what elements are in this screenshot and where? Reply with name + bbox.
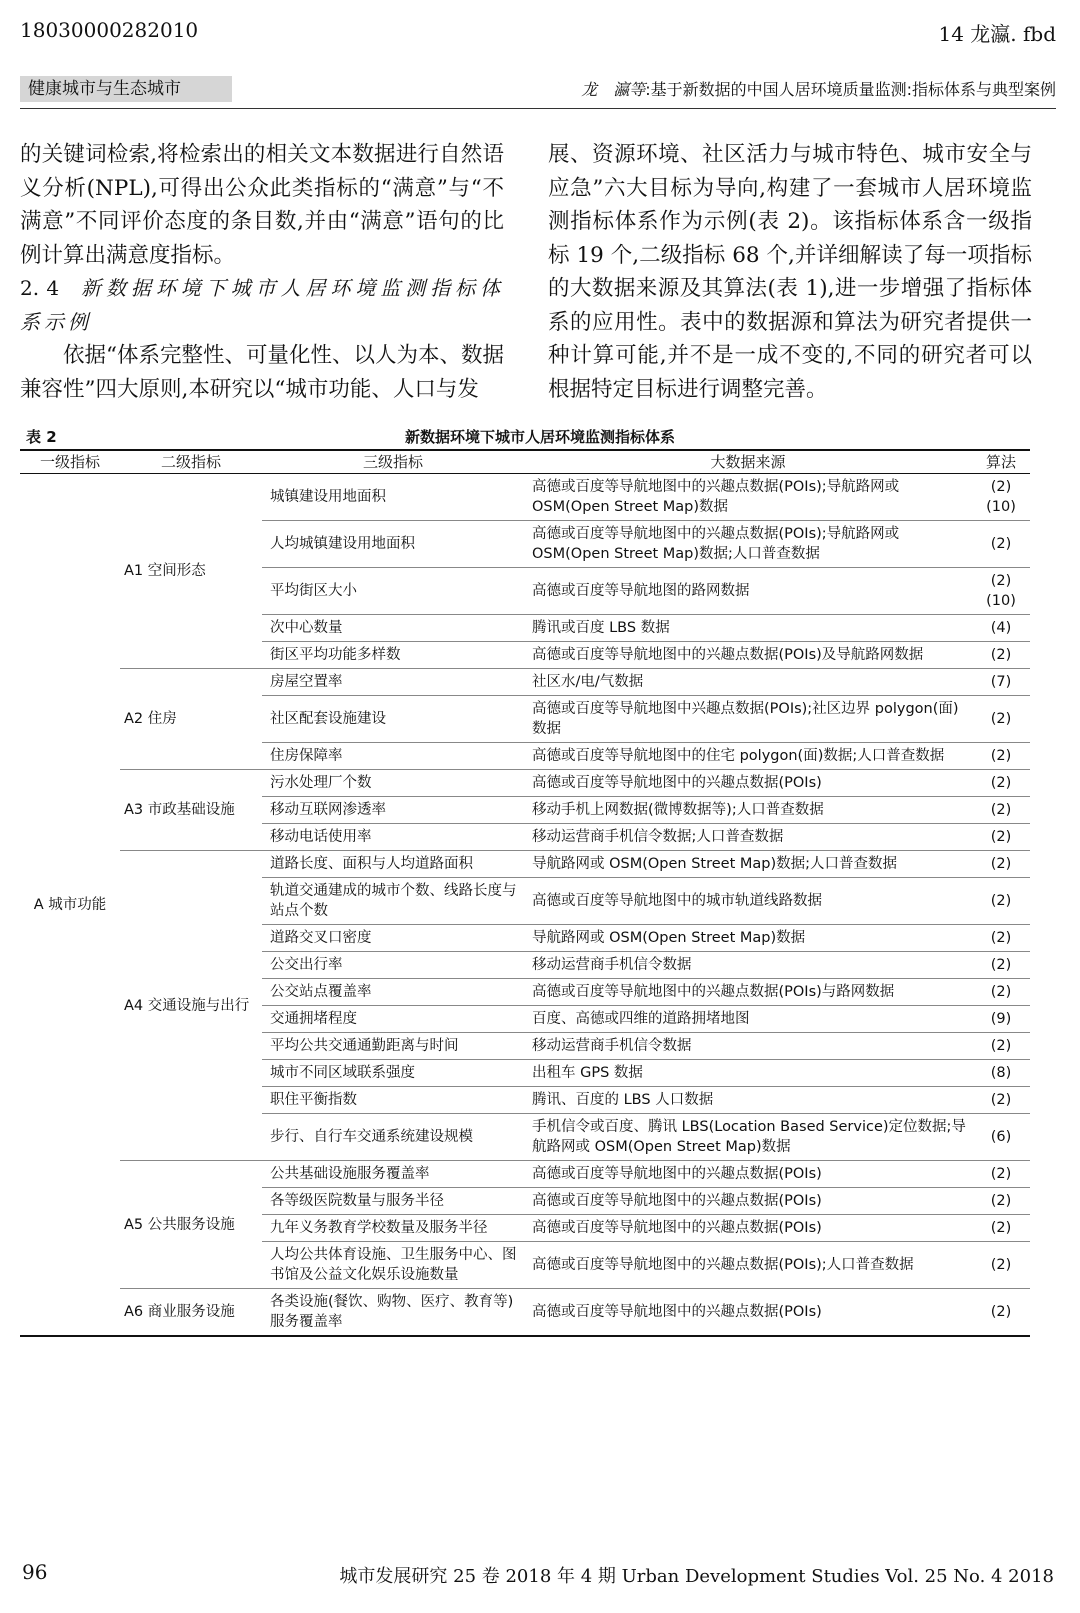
algorithm-cell: (8)	[972, 1060, 1030, 1087]
level3-cell: 社区配套设施建设	[262, 696, 524, 743]
algorithm-cell: (2)	[972, 1188, 1030, 1215]
algorithm-cell: (9)	[972, 1006, 1030, 1033]
right-column	[548, 138, 1032, 406]
article-authors: 龙 瀛等	[581, 80, 646, 99]
table-label: 表 2	[26, 428, 57, 446]
algorithm-cell: (6)	[972, 1114, 1030, 1161]
source-cell: 高德或百度等导航地图中的兴趣点数据(POIs);人口普查数据	[524, 1242, 972, 1289]
source-cell: 高德或百度等导航地图中的兴趣点数据(POIs)	[524, 1188, 972, 1215]
header-level1: 一级指标	[20, 450, 120, 474]
level3-cell: 道路交叉口密度	[262, 925, 524, 952]
level3-cell: 移动互联网渗透率	[262, 797, 524, 824]
source-cell: 高德或百度等导航地图中的住宅 polygon(面)数据;人口普查数据	[524, 743, 972, 770]
algorithm-cell: (2)	[972, 952, 1030, 979]
header-rule	[20, 108, 1056, 109]
algorithm-cell: (2)	[972, 824, 1030, 851]
algorithm-cell: (2)	[972, 521, 1030, 568]
left-column	[20, 138, 504, 406]
level3-cell: 步行、自行车交通系统建设规模	[262, 1114, 524, 1161]
algorithm-cell: (2)	[972, 1242, 1030, 1289]
source-cell: 高德或百度等导航地图中的兴趣点数据(POIs)	[524, 770, 972, 797]
level3-cell: 交通拥堵程度	[262, 1006, 524, 1033]
running-head	[20, 76, 1056, 104]
algorithm-cell: (2)	[972, 925, 1030, 952]
level2-cell: A6 商业服务设施	[120, 1289, 262, 1337]
level2-cell: A5 公共服务设施	[120, 1161, 262, 1289]
level1-cell: A 城市功能	[20, 474, 120, 1337]
table-title: 新数据环境下城市人居环境监测指标体系	[404, 428, 675, 446]
algorithm-cell: (2)	[972, 1161, 1030, 1188]
level3-cell: 次中心数量	[262, 615, 524, 642]
algorithm-cell: (2)	[972, 1033, 1030, 1060]
table-header-row	[20, 450, 1030, 474]
algorithm-cell: (2)	[972, 797, 1030, 824]
algorithm-cell: (2)	[972, 979, 1030, 1006]
level3-cell: 各等级医院数量与服务半径	[262, 1188, 524, 1215]
paragraph: 的关键词检索,将检索出的相关文本数据进行自然语义分析(NPL),可得出公众此类指标的“满意”与“不满意”不同评价态度的条目数,并由“满意”语句的比例计算出满意度指标。	[20, 142, 504, 268]
indicator-table	[20, 449, 1030, 1337]
article-title-text: :基于新数据的中国人居环境质量监测:指标体系与典型案例	[645, 80, 1056, 99]
algorithm-cell: (2)	[972, 878, 1030, 925]
algorithm-cell: (7)	[972, 669, 1030, 696]
table-row	[20, 669, 1030, 696]
source-cell: 高德或百度等导航地图中兴趣点数据(POIs);社区边界 polygon(面)数据	[524, 696, 972, 743]
algorithm-cell: (2)	[972, 743, 1030, 770]
algorithm-cell: (2)	[972, 696, 1030, 743]
level3-cell: 公共基础设施服务覆盖率	[262, 1161, 524, 1188]
level2-cell: A4 交通设施与出行	[120, 851, 262, 1161]
source-cell: 移动运营商手机信令数据	[524, 1033, 972, 1060]
source-cell: 高德或百度等导航地图中的城市轨道线路数据	[524, 878, 972, 925]
level3-cell: 公交站点覆盖率	[262, 979, 524, 1006]
source-cell: 高德或百度等导航地图中的兴趣点数据(POIs);导航路网或 OSM(Open Street Map)数据;人口普查数据	[524, 521, 972, 568]
level3-cell: 城镇建设用地面积	[262, 474, 524, 521]
source-cell: 移动运营商手机信令数据	[524, 952, 972, 979]
header-level3: 三级指标	[262, 450, 524, 474]
file-name: 14 龙瀛. fbd	[938, 22, 1056, 46]
level3-cell: 街区平均功能多样数	[262, 642, 524, 669]
level3-cell: 城市不同区域联系强度	[262, 1060, 524, 1087]
level3-cell: 移动电话使用率	[262, 824, 524, 851]
level3-cell: 平均街区大小	[262, 568, 524, 615]
level3-cell: 人均城镇建设用地面积	[262, 521, 524, 568]
level3-cell: 道路长度、面积与人均道路面积	[262, 851, 524, 878]
algorithm-cell: (2)	[972, 1215, 1030, 1242]
table-row	[20, 851, 1030, 878]
header-algorithm: 算法	[972, 450, 1030, 474]
journal-footer: 城市发展研究 25 卷 2018 年 4 期 Urban Development Studies Vol. 25 No. 4 2018	[339, 1566, 1054, 1587]
level3-cell: 各类设施(餐饮、购物、医疗、教育等)服务覆盖率	[262, 1289, 524, 1337]
source-cell: 手机信令或百度、腾讯 LBS(Location Based Service)定位数据;导航路网或 OSM(Open Street Map)数据	[524, 1114, 972, 1161]
algorithm-cell: (2)	[972, 642, 1030, 669]
header-level2: 二级指标	[120, 450, 262, 474]
source-cell: 移动运营商手机信令数据;人口普查数据	[524, 824, 972, 851]
algorithm-cell: (2)(10)	[972, 568, 1030, 615]
source-cell: 腾讯、百度的 LBS 人口数据	[524, 1087, 972, 1114]
section-title: 新数据环境下城市人居环境监测指标体系示例	[20, 276, 505, 334]
paragraph: 展、资源环境、社区活力与城市特色、城市安全与应急”六大目标为导向,构建了一套城市人居环境监测指标体系作为示例(表 2)。该指标体系含一级指标 19 个,二级指标 68 个,并详细解读了每一项指标的大数据来源及其算法(表 1),进一步增强了指标体系的应用性。表中的数据源和算法为研究者提供一种计算可能,并不是一成不变的,不同的研究者可以根据特定目标进行调整完善。	[548, 142, 1032, 402]
table-row	[20, 474, 1030, 521]
level2-cell: A2 住房	[120, 669, 262, 770]
table-row	[20, 770, 1030, 797]
section-label: 健康城市与生态城市	[20, 76, 232, 102]
table-row	[20, 1161, 1030, 1188]
algorithm-cell: (2)	[972, 1289, 1030, 1337]
header-data-source: 大数据来源	[524, 450, 972, 474]
level3-cell: 平均公共交通通勤距离与时间	[262, 1033, 524, 1060]
source-cell: 腾讯或百度 LBS 数据	[524, 615, 972, 642]
algorithm-cell: (2)	[972, 770, 1030, 797]
level3-cell: 污水处理厂个数	[262, 770, 524, 797]
source-cell: 高德或百度等导航地图中的兴趣点数据(POIs);导航路网或 OSM(Open Street Map)数据	[524, 474, 972, 521]
document-id: 18030000282010	[20, 18, 199, 42]
source-cell: 高德或百度等导航地图的路网数据	[524, 568, 972, 615]
page-number: 96	[22, 1560, 48, 1584]
source-cell: 高德或百度等导航地图中的兴趣点数据(POIs)及导航路网数据	[524, 642, 972, 669]
algorithm-cell: (2)(10)	[972, 474, 1030, 521]
source-cell: 导航路网或 OSM(Open Street Map)数据	[524, 925, 972, 952]
table-row	[20, 1289, 1030, 1337]
source-cell: 高德或百度等导航地图中的兴趣点数据(POIs)与路网数据	[524, 979, 972, 1006]
level3-cell: 轨道交通建成的城市个数、线路长度与站点个数	[262, 878, 524, 925]
section-heading	[20, 272, 504, 339]
section-number: 2. 4	[20, 276, 60, 300]
level3-cell: 九年义务教育学校数量及服务半径	[262, 1215, 524, 1242]
algorithm-cell: (2)	[972, 1087, 1030, 1114]
article-title	[581, 77, 1056, 100]
level2-cell: A3 市政基础设施	[120, 770, 262, 851]
algorithm-cell: (4)	[972, 615, 1030, 642]
source-cell: 高德或百度等导航地图中的兴趣点数据(POIs)	[524, 1289, 972, 1337]
source-cell: 高德或百度等导航地图中的兴趣点数据(POIs)	[524, 1215, 972, 1242]
level3-cell: 人均公共体育设施、卫生服务中心、图书馆及公益文化娱乐设施数量	[262, 1242, 524, 1289]
source-cell: 移动手机上网数据(微博数据等);人口普查数据	[524, 797, 972, 824]
level3-cell: 公交出行率	[262, 952, 524, 979]
level3-cell: 房屋空置率	[262, 669, 524, 696]
level2-cell: A1 空间形态	[120, 474, 262, 669]
source-cell: 出租车 GPS 数据	[524, 1060, 972, 1087]
level3-cell: 职住平衡指数	[262, 1087, 524, 1114]
source-cell: 百度、高德或四维的道路拥堵地图	[524, 1006, 972, 1033]
source-cell: 导航路网或 OSM(Open Street Map)数据;人口普查数据	[524, 851, 972, 878]
algorithm-cell: (2)	[972, 851, 1030, 878]
source-cell: 高德或百度等导航地图中的兴趣点数据(POIs)	[524, 1161, 972, 1188]
paragraph: 依据“体系完整性、可量化性、以人为本、数据兼容性”四大原则,本研究以“城市功能、人口与发	[20, 343, 504, 402]
source-cell: 社区水/电/气数据	[524, 669, 972, 696]
level3-cell: 住房保障率	[262, 743, 524, 770]
